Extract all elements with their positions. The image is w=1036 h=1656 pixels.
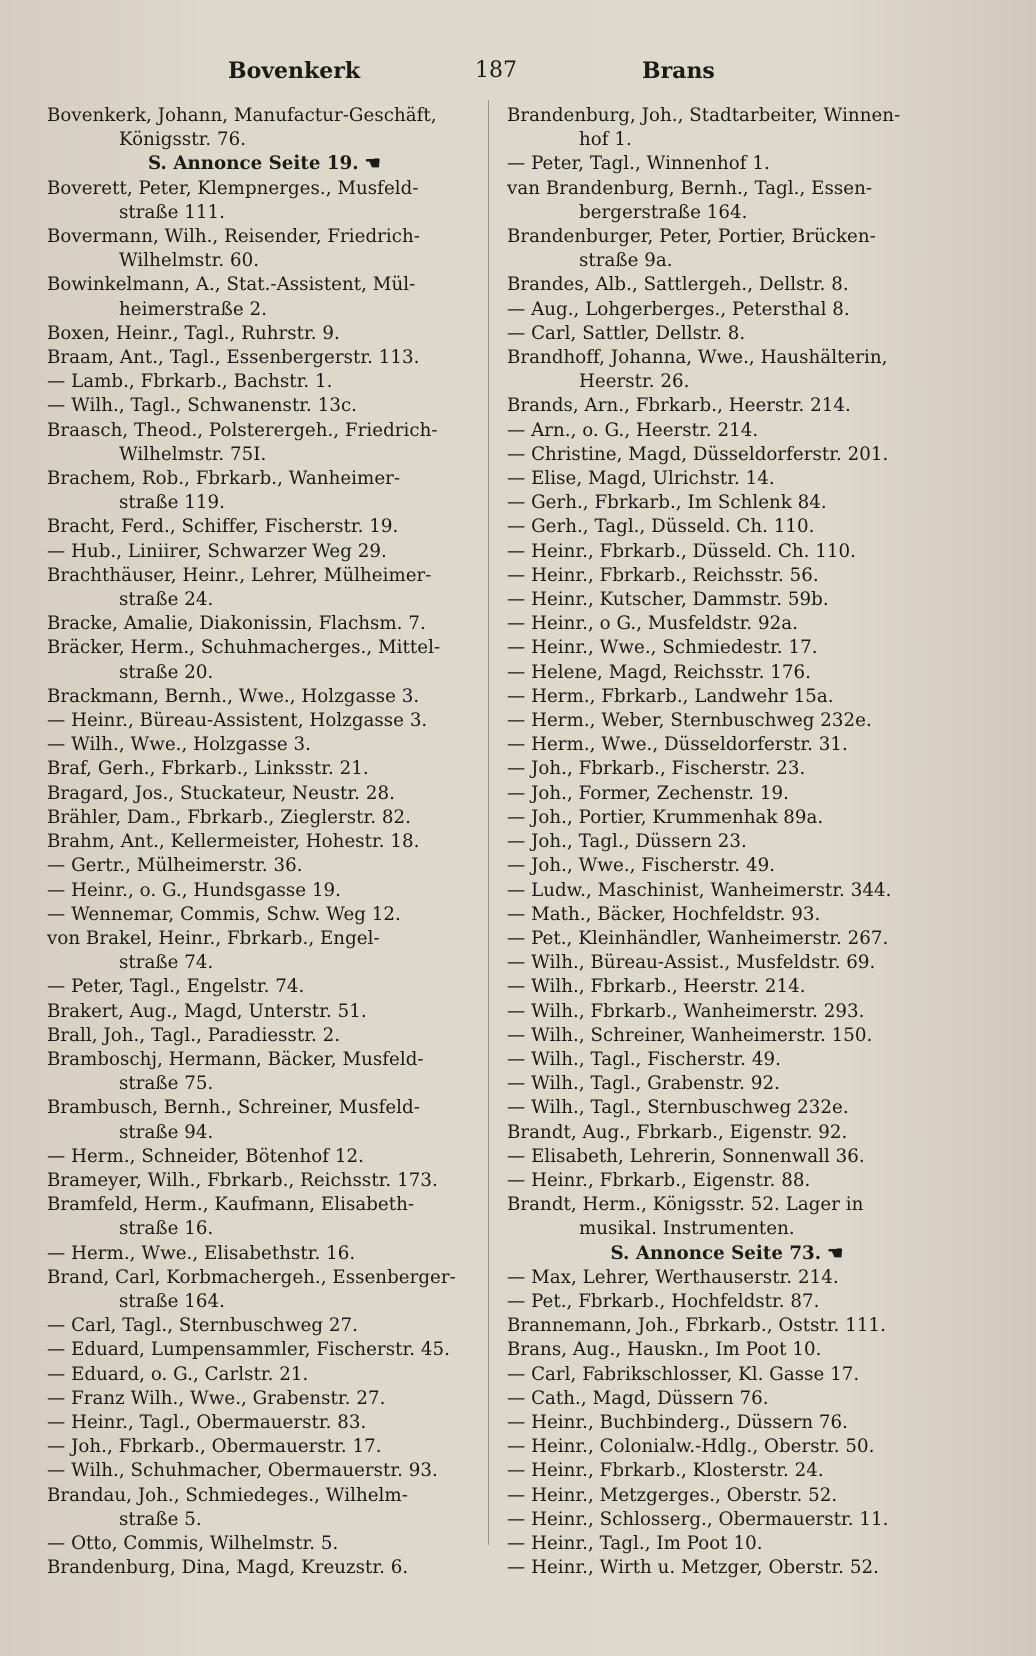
entry-text: — Herm., Wwe., Düsseldorferstr. 31. [507,734,848,756]
directory-entry [47,467,482,491]
pointing-hand-icon: ☚ [827,1242,844,1264]
entry-text: Brandenburg, Joh., Stadtarbeiter, Winnen- [507,105,901,126]
header-right-keyword: Brans [642,58,715,84]
entry-text: Bragard, Jos., Stuckateur, Neustr. 28. [47,782,395,804]
directory-entry [47,636,482,660]
directory-entry [507,177,947,201]
page-header [48,58,928,88]
directory-entry [47,806,482,830]
directory-entry [47,685,482,709]
entry-text: Brandau, Joh., Schmiedeges., Wilhelm- [47,1484,408,1506]
entry-text: — Herm., Fbrkarb., Landwehr 15a. [507,685,834,707]
directory-entry [507,322,947,346]
directory-entry [47,1169,482,1193]
entry-text: — Wilh., Tagl., Grabenstr. 92. [507,1073,780,1095]
entry-text: — Heinr., Wirth u. Metzger, Oberstr. 52. [507,1557,879,1579]
entry-text: Bracke, Amalie, Diakonissin, Flachsm. 7. [47,613,426,635]
entry-text: straße 24. [119,589,214,611]
entry-text: — Heinr., o. G., Hundsgasse 19. [47,879,342,901]
directory-entry [47,709,482,733]
entry-text: Brandt, Aug., Fbrkarb., Eigenstr. 92. [507,1121,848,1143]
entry-text: — Heinr., Metzgerges., Oberstr. 52. [507,1484,838,1506]
entry-text: — Gertr., Mülheimerstr. 36. [47,855,303,877]
entry-text: — Heinr., Schlosserg., Obermauerstr. 11. [507,1508,889,1530]
entry-text: straße 94. [119,1121,214,1143]
entry-text: straße 16. [119,1218,214,1240]
directory-entry [507,588,947,612]
directory-entry [47,1096,482,1120]
directory-entry [507,1314,947,1338]
entry-text: Bramboschj, Hermann, Bäcker, Musfeld- [47,1048,424,1070]
entry-text: — Joh., Tagl., Düssern 23. [507,831,747,853]
entry-text: — Joh., Portier, Krummenhak 89a. [507,806,824,828]
directory-entry [507,975,947,999]
directory-entry [507,757,947,781]
directory-entry [507,709,947,733]
directory-entry [507,298,947,322]
entry-text: — Arn., o. G., Heerstr. 214. [507,419,759,441]
entry-text: — Wilh., Tagl., Sternbuschweg 232e. [507,1097,849,1119]
entry-continuation [47,128,482,152]
entry-text: — Wilh., Schreiner, Wanheimerstr. 150. [507,1024,873,1046]
entry-text: Brackmann, Bernh., Wwe., Holzgasse 3. [47,685,420,707]
entry-text: hof 1. [579,129,632,151]
entry-text: — Wilh., Schuhmacher, Obermauerstr. 93. [47,1460,438,1482]
directory-entry [47,1000,482,1024]
directory-entry [507,879,947,903]
entry-text: straße 74. [119,952,214,974]
directory-entry [507,1121,947,1145]
entry-text: — Joh., Fbrkarb., Fischerstr. 23. [507,758,806,780]
header-left-keyword: Bovenkerk [228,58,361,84]
entry-text: bergerstraße 164. [579,201,748,223]
entry-text: Bowinkelmann, A., Stat.-Assistent, Mül- [47,274,416,296]
directory-entry [47,540,482,564]
directory-entry [47,225,482,249]
directory-entry [507,903,947,927]
entry-text: — Heinr., Buchbinderg., Düssern 76. [507,1411,848,1433]
entry-text: Brandt, Herm., Königsstr. 52. Lager in [507,1194,864,1216]
entry-text: — Christine, Magd, Düsseldorferstr. 201. [507,443,889,465]
entry-text: Boverett, Peter, Klempnerges., Musfeld- [47,177,419,199]
directory-entry [47,1314,482,1338]
directory-entry [507,152,947,176]
directory-entry [507,685,947,709]
directory-entry [507,854,947,878]
entry-text: straße 5. [119,1508,202,1530]
directory-entry [507,1338,947,1362]
entry-continuation [47,1508,482,1532]
entry-text: Brans, Aug., Hauskn., Im Poot 10. [507,1339,822,1361]
annonce-reference [47,152,482,176]
directory-entry [47,370,482,394]
entry-continuation [47,661,482,685]
directory-entry [47,854,482,878]
entry-text: straße 20. [119,661,214,683]
entry-continuation [47,1072,482,1096]
directory-entry [47,1024,482,1048]
entry-text: — Heinr., Fbrkarb., Eigenstr. 88. [507,1169,811,1191]
entry-text: — Joh., Wwe., Fischerstr. 49. [507,855,776,877]
directory-entry [47,612,482,636]
entry-text: straße 119. [119,492,225,514]
directory-entry [47,1459,482,1483]
pointing-hand-icon: ☚ [364,153,381,175]
entry-text: — Max, Lehrer, Werthauserstr. 214. [507,1266,839,1288]
entry-text: — Wennemar, Commis, Schw. Weg 12. [47,903,401,925]
directory-entry [47,927,482,951]
entry-text: — Carl, Sattler, Dellstr. 8. [507,322,746,344]
directory-entry [47,1193,482,1217]
directory-entry [507,1024,947,1048]
directory-entry [507,782,947,806]
entry-text: straße 164. [119,1290,225,1312]
entry-text: — Hub., Liniirer, Schwarzer Weg 29. [47,540,387,562]
directory-entry [47,830,482,854]
directory-entry [507,515,947,539]
directory-entry [507,1266,947,1290]
directory-entry [507,1145,947,1169]
entry-text: Braasch, Theod., Polsterergeh., Friedrich- [47,419,438,441]
entry-continuation [47,588,482,612]
entry-text: Brakert, Aug., Magd, Unterstr. 51. [47,1000,367,1022]
entry-text: S. Annonce Seite 73. [610,1242,822,1264]
directory-entry [507,1363,947,1387]
directory-entry [47,515,482,539]
entry-text: — Joh., Fbrkarb., Obermauerstr. 17. [47,1436,382,1458]
directory-entry [507,927,947,951]
entry-text: — Aug., Lohgerberges., Petersthal 8. [507,298,850,320]
directory-entry [507,225,947,249]
directory-entry [507,564,947,588]
entry-continuation [47,951,482,975]
entry-text: — Elisabeth, Lehrerin, Sonnenwall 36. [507,1145,865,1167]
entry-text: Wilhelmstr. 60. [119,250,260,272]
entry-text: — Heinr., Tagl., Obermauerstr. 83. [47,1411,367,1433]
directory-entry [507,1411,947,1435]
directory-entry [507,951,947,975]
entry-text: — Ludw., Maschinist, Wanheimerstr. 344. [507,879,892,901]
annonce-reference [507,1242,947,1266]
entry-text: van Brandenburg, Bernh., Tagl., Essen- [507,177,873,199]
directory-entry [47,564,482,588]
directory-entry [47,975,482,999]
directory-entry [47,419,482,443]
entry-text: — Wilh., Wwe., Holzgasse 3. [47,734,312,756]
directory-entry [507,1484,947,1508]
entry-text: — Lamb., Fbrkarb., Bachstr. 1. [47,371,333,393]
directory-entry [47,879,482,903]
directory-entry [507,1096,947,1120]
directory-entry [507,1193,947,1217]
directory-entry [47,1363,482,1387]
directory-entry [47,394,482,418]
entry-continuation [47,443,482,467]
entry-text: — Helene, Magd, Reichsstr. 176. [507,661,811,683]
entry-text: — Peter, Tagl., Winnenhof 1. [507,153,770,175]
entry-text: Bracht, Ferd., Schiffer, Fischerstr. 19. [47,516,399,538]
entry-text: Königsstr. 76. [119,129,247,151]
entry-text: — Elise, Magd, Ulrichstr. 14. [507,468,775,490]
entry-text: — Franz Wilh., Wwe., Grabenstr. 27. [47,1387,386,1409]
entry-text: — Heinr., Tagl., Im Poot 10. [507,1532,763,1554]
entry-text: Wilhelmstr. 75I. [119,443,267,465]
entry-text: — Cath., Magd, Düssern 76. [507,1387,769,1409]
entry-text: — Carl, Fabrikschlosser, Kl. Gasse 17. [507,1363,860,1385]
directory-entry [507,733,947,757]
directory-entry [507,273,947,297]
entry-text: von Brakel, Heinr., Fbrkarb., Engel- [47,927,380,949]
directory-entry [507,806,947,830]
entry-text: Brachem, Rob., Fbrkarb., Wanheimer- [47,468,401,490]
directory-entry [47,1484,482,1508]
entry-text: — Heinr., Fbrkarb., Reichsstr. 56. [507,564,819,586]
entry-text: — Pet., Fbrkarb., Hochfeldstr. 87. [507,1290,820,1312]
directory-entry [47,1145,482,1169]
entry-text: Boxen, Heinr., Tagl., Ruhrstr. 9. [47,322,340,344]
entry-text: Bovermann, Wilh., Reisender, Friedrich- [47,226,420,248]
directory-entry [507,419,947,443]
entry-text: — Wilh., Tagl., Schwanenstr. 13c. [47,395,358,417]
entry-text: Brall, Joh., Tagl., Paradiesstr. 2. [47,1024,341,1046]
entry-text: straße 75. [119,1073,214,1095]
directory-entry [47,1387,482,1411]
right-column [507,104,947,1580]
directory-entry [507,1459,947,1483]
entry-text: — Heinr., Fbrkarb., Klosterstr. 24. [507,1460,824,1482]
left-column [47,104,482,1580]
directory-entry [507,1532,947,1556]
entry-text: — Heinr., Kutscher, Dammstr. 59b. [507,589,829,611]
directory-entry [507,467,947,491]
directory-entry [47,1411,482,1435]
entry-continuation [47,201,482,225]
directory-entry [47,782,482,806]
entry-text: Braf, Gerh., Fbrkarb., Linksstr. 21. [47,758,369,780]
directory-entry [507,1290,947,1314]
entry-text: — Heinr., Büreau-Assistent, Holzgasse 3. [47,710,428,732]
entry-text: — Math., Bäcker, Hochfeldstr. 93. [507,903,821,925]
directory-entry [507,443,947,467]
directory-entry [507,346,947,370]
directory-entry [47,322,482,346]
entry-text: — Eduard, o. G., Carlstr. 21. [47,1363,309,1385]
entry-text: — Eduard, Lumpensammler, Fischerstr. 45. [47,1339,450,1361]
entry-text: Brameyer, Wilh., Fbrkarb., Reichsstr. 173. [47,1169,438,1191]
entry-text: Brähler, Dam., Fbrkarb., Zieglerstr. 82. [47,806,411,828]
directory-entry [47,346,482,370]
entry-text: Brachthäuser, Heinr., Lehrer, Mülheimer- [47,564,432,586]
entry-text: Bovenkerk, Johann, Manufactur-Geschäft, [47,105,437,126]
entry-text: Braam, Ant., Tagl., Essenbergerstr. 113. [47,347,420,369]
entry-continuation [507,249,947,273]
directory-entry [507,1048,947,1072]
entry-text: Brandhoff, Johanna, Wwe., Haushälterin, [507,347,888,369]
entry-text: — Herm., Schneider, Bötenhof 12. [47,1145,364,1167]
entry-continuation [507,370,947,394]
directory-entry [47,757,482,781]
directory-entry [507,540,947,564]
entry-text: — Gerh., Fbrkarb., Im Schlenk 84. [507,492,827,514]
directory-entry [47,1338,482,1362]
directory-entry [47,104,482,128]
entry-text: — Wilh., Büreau-Assist., Musfeldstr. 69. [507,952,876,974]
entry-continuation [47,298,482,322]
column-divider [488,100,489,1545]
directory-entry [507,491,947,515]
directory-entry [47,1556,482,1580]
directory-entry [507,830,947,854]
directory-entry [507,1169,947,1193]
entry-text: — Herm., Weber, Sternbuschweg 232e. [507,710,872,732]
directory-entry [47,1532,482,1556]
entry-text: Brand, Carl, Korbmachergeh., Essenberger- [47,1266,456,1288]
entry-continuation [47,1290,482,1314]
entry-text: Brandes, Alb., Sattlergeh., Dellstr. 8. [507,274,849,296]
directory-entry [507,1000,947,1024]
directory-entry [507,1387,947,1411]
entry-text: — Heinr., Colonialw.-Hdlg., Oberstr. 50. [507,1436,875,1458]
entry-continuation [507,128,947,152]
entry-text: — Peter, Tagl., Engelstr. 74. [47,976,305,998]
entry-continuation [507,201,947,225]
entry-text: Brands, Arn., Fbrkarb., Heerstr. 214. [507,395,851,417]
entry-text: Bräcker, Herm., Schuhmacherges., Mittel- [47,637,441,659]
entry-text: Brannemann, Joh., Fbrkarb., Oststr. 111. [507,1315,886,1337]
entry-continuation [47,491,482,515]
directory-entry [507,1508,947,1532]
entry-text: — Joh., Former, Zechenstr. 19. [507,782,789,804]
entry-text: Brandenburger, Peter, Portier, Brücken- [507,226,876,248]
directory-entry [507,104,947,128]
directory-entry [507,1556,947,1580]
entry-text: Brambusch, Bernh., Schreiner, Musfeld- [47,1097,420,1119]
directory-entry [507,661,947,685]
entry-text: — Wilh., Fbrkarb., Wanheimerstr. 293. [507,1000,865,1022]
page-number: 187 [475,58,517,83]
entry-text: — Pet., Kleinhändler, Wanheimerstr. 267. [507,927,889,949]
directory-entry [47,177,482,201]
directory-entry [507,612,947,636]
directory-entry [507,1072,947,1096]
directory-entry [47,1435,482,1459]
entry-text: — Herm., Wwe., Elisabethstr. 16. [47,1242,356,1264]
entry-text: Brandenburg, Dina, Magd, Kreuzstr. 6. [47,1557,409,1579]
directory-entry [47,903,482,927]
entry-continuation [47,1217,482,1241]
entry-text: straße 111. [119,201,225,223]
entry-text: — Gerh., Tagl., Düsseld. Ch. 110. [507,516,815,538]
entry-text: Heerstr. 26. [579,371,690,393]
entry-text: — Heinr., o G., Musfeldstr. 92a. [507,613,799,635]
entry-continuation [47,1121,482,1145]
directory-entry [47,1048,482,1072]
directory-entry [47,273,482,297]
entry-text: — Heinr., Wwe., Schmiedestr. 17. [507,637,818,659]
directory-entry [47,733,482,757]
entry-text: Bramfeld, Herm., Kaufmann, Elisabeth- [47,1194,415,1216]
entry-text: heimerstraße 2. [119,298,267,320]
entry-text: Brahm, Ant., Kellermeister, Hohestr. 18. [47,831,420,853]
entry-text: — Heinr., Fbrkarb., Düsseld. Ch. 110. [507,540,856,562]
directory-entry [47,1266,482,1290]
directory-entry [507,1435,947,1459]
entry-text: — Carl, Tagl., Sternbuschweg 27. [47,1315,358,1337]
entry-text: musikal. Instrumenten. [579,1218,795,1240]
entry-continuation [47,249,482,273]
entry-text: S. Annonce Seite 19. [148,153,359,175]
directory-entry [507,394,947,418]
directory-entry [507,636,947,660]
entry-text: straße 9a. [579,250,673,272]
entry-text: — Otto, Commis, Wilhelmstr. 5. [47,1532,339,1554]
directory-entry [47,1242,482,1266]
entry-text: — Wilh., Fbrkarb., Heerstr. 214. [507,976,806,998]
entry-text: — Wilh., Tagl., Fischerstr. 49. [507,1048,781,1070]
entry-continuation [507,1217,947,1241]
